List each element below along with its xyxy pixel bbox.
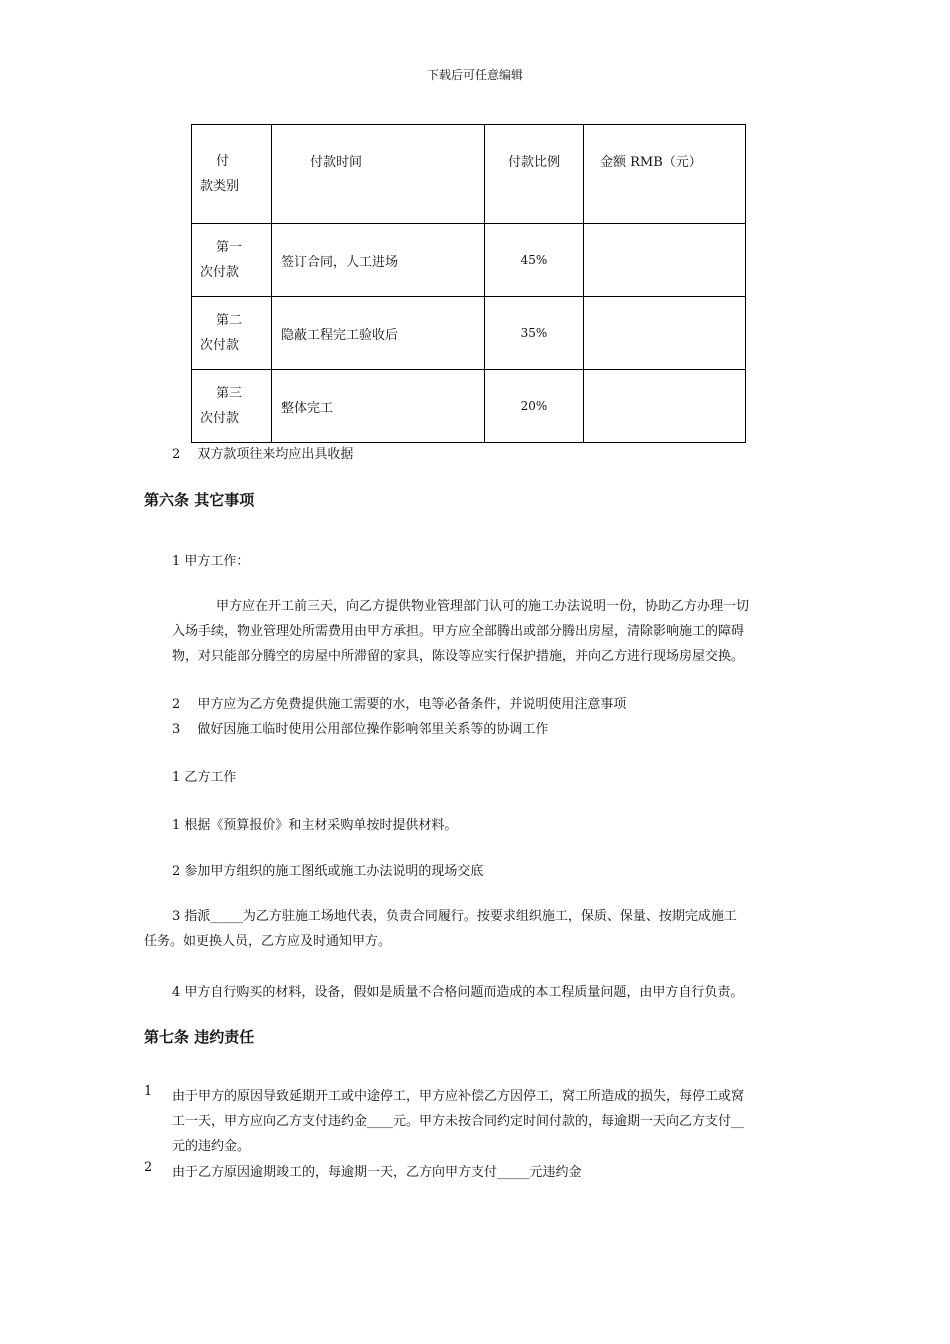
party-a-paragraph: 甲方应在开工前三天，向乙方提供物业管理部门认可的施工办法说明一份，协助乙方办理一切 入场手续，物业管理处所需费用由甲方承担。甲方应全部腾出或部分腾出房屋，清除影响施工的障碍 物，对只能部分腾空的房屋中所滞留的家具，陈设等应实行保护措施，并向乙方进行现场房屋交换。 [172, 599, 750, 664]
page-header: 下载后可任意编辑 [426, 68, 523, 82]
party-b-title: 1 乙方工作 [172, 770, 237, 785]
party-b-item-4: 4 甲方自行购买的材料，设备，假如是质量不合格问题而造成的本工程质量问题，由甲方自行负责。 [172, 985, 744, 1000]
row-category: 第一 次付款 [192, 224, 272, 297]
row-category: 第二 次付款 [192, 297, 272, 370]
header-time: 付款时间 [272, 125, 485, 224]
party-a-item-2: 2 甲方应为乙方免费提供施工需要的水，电等必备条件，并说明使用注意事项 [172, 697, 627, 712]
party-a-item-3: 3 做好因施工临时使用公用部位操作影响邻里关系等的协调工作 [172, 722, 549, 737]
table-header-row [192, 125, 746, 224]
row-amount [584, 370, 746, 443]
payment-table [191, 124, 746, 443]
header-ratio: 付款比例 [485, 125, 584, 224]
receipt-note: 2 双方款项往来均应出具收据 [172, 447, 354, 462]
row-time: 隐蔽工程完工验收后 [272, 297, 485, 370]
row-ratio: 45% [485, 224, 584, 297]
article6-title: 第六条 其它事项 [144, 491, 255, 509]
row-amount [584, 297, 746, 370]
header-amount: 金额 RMB（元） [584, 125, 746, 224]
row-ratio: 35% [485, 297, 584, 370]
party-a-title: 1 甲方工作： [172, 554, 250, 569]
party-b-item-2: 2 参加甲方组织的施工图纸或施工办法说明的现场交底 [172, 864, 484, 879]
party-b-item-3: 3 指派_____为乙方驻施工场地代表，负责合同履行。按要求组织施工，保质、保量、按期完成施工 任务。如更换人员，乙方应及时通知甲方。 [144, 909, 737, 949]
row-category: 第三 次付款 [192, 370, 272, 443]
row-amount [584, 224, 746, 297]
table-row [192, 297, 746, 370]
row-time: 整体完工 [272, 370, 485, 443]
article7-title: 第七条 违约责任 [144, 1028, 255, 1046]
row-ratio: 20% [485, 370, 584, 443]
header-category: 付 款类别 [192, 125, 272, 224]
table-row [192, 224, 746, 297]
row-time: 签订合同，人工进场 [272, 224, 485, 297]
table-row [192, 370, 746, 443]
party-b-item-1: 1 根据《预算报价》和主材采购单按时提供材料。 [172, 818, 458, 833]
